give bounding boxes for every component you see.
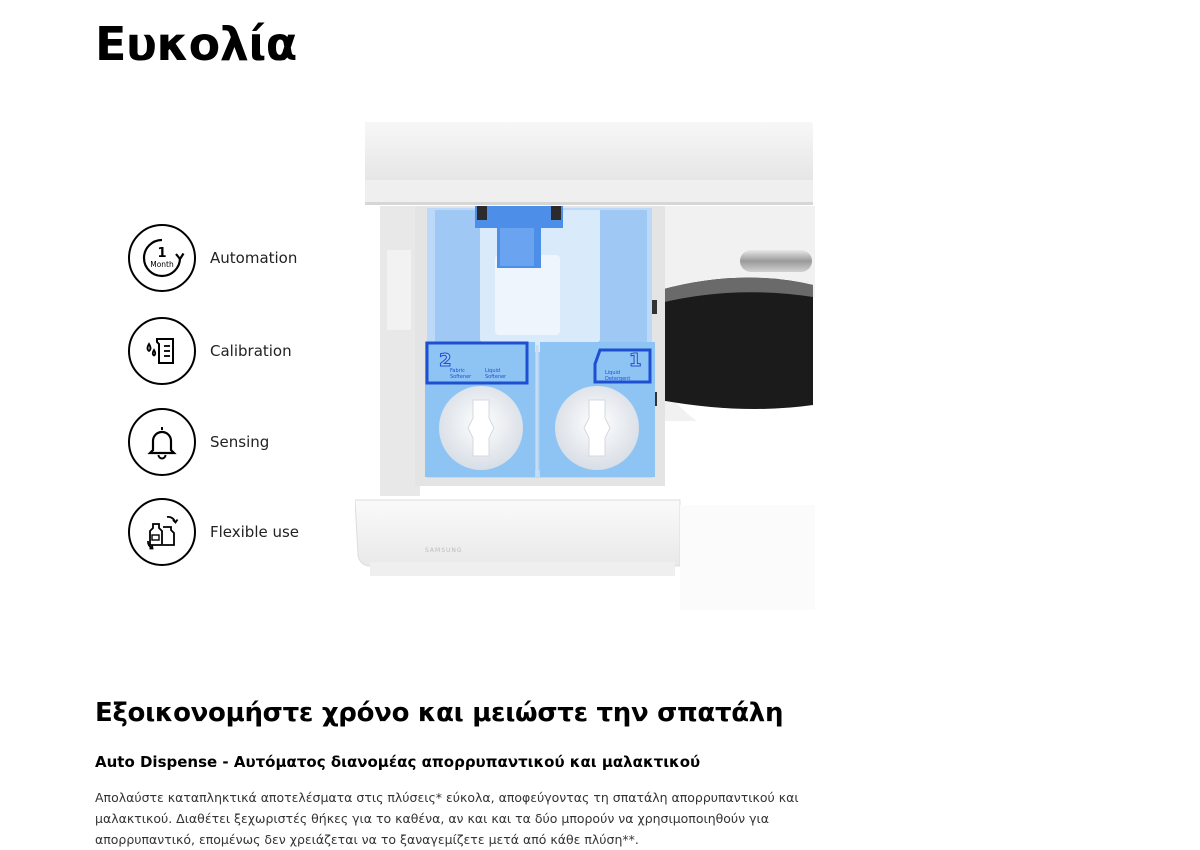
svg-text:2: 2 [439, 350, 452, 371]
feature-description: Απολαύστε καταπληκτικά αποτελέσματα στις πλύσεις* εύκολα, αποφεύγοντας τη σπατάλη απορρυπαντικού και μαλακτικού. Διαθέτει ξεχωριστές θήκες για το καθένα, αν και και τα δύο μπορούν να χρησιμοποιηθούν για απορρυπαντικό, επομένως δεν χρειάζεται να το ξαναγεμίζετε μετά από κάθε πλύση**. [95, 790, 799, 847]
feature-calibration [128, 317, 292, 385]
measuring-cup-icon [128, 317, 196, 385]
feature-sensing [128, 408, 269, 476]
svg-text:Liquid: Liquid [605, 370, 621, 376]
svg-text:Liquid: Liquid [485, 368, 501, 374]
svg-text:Softener: Softener [485, 374, 507, 380]
svg-text:Detergent: Detergent [605, 376, 631, 382]
svg-text:Softener: Softener [450, 374, 472, 380]
svg-text:SAMSUNG: SAMSUNG [425, 547, 463, 554]
one-month-cycle-icon [128, 224, 196, 292]
svg-text:1: 1 [629, 350, 642, 371]
section-title: Εξοικονομήστε χρόνο και μειώστε την σπατάλη [95, 698, 784, 728]
feature-label-sensing: Sensing [210, 433, 270, 451]
svg-text:Month: Month [150, 260, 174, 269]
page-title: Ευκολία [95, 17, 297, 71]
svg-text:Fabric: Fabric [450, 368, 465, 374]
feature-subtitle: Auto Dispense - Αυτόματος διανομέας απορρυπαντικού και μαλακτικού [95, 753, 701, 771]
feature-label-flexible-use: Flexible use [210, 523, 300, 541]
feature-label-calibration: Calibration [210, 342, 292, 360]
detergent-drawer-image [355, 110, 825, 620]
feature-label-automation: Automation [210, 249, 298, 267]
detergent-bottles-icon [128, 498, 196, 566]
feature-automation [128, 224, 297, 292]
svg-text:1: 1 [157, 246, 167, 261]
bell-icon [128, 408, 196, 476]
feature-flexible-use [128, 498, 299, 566]
